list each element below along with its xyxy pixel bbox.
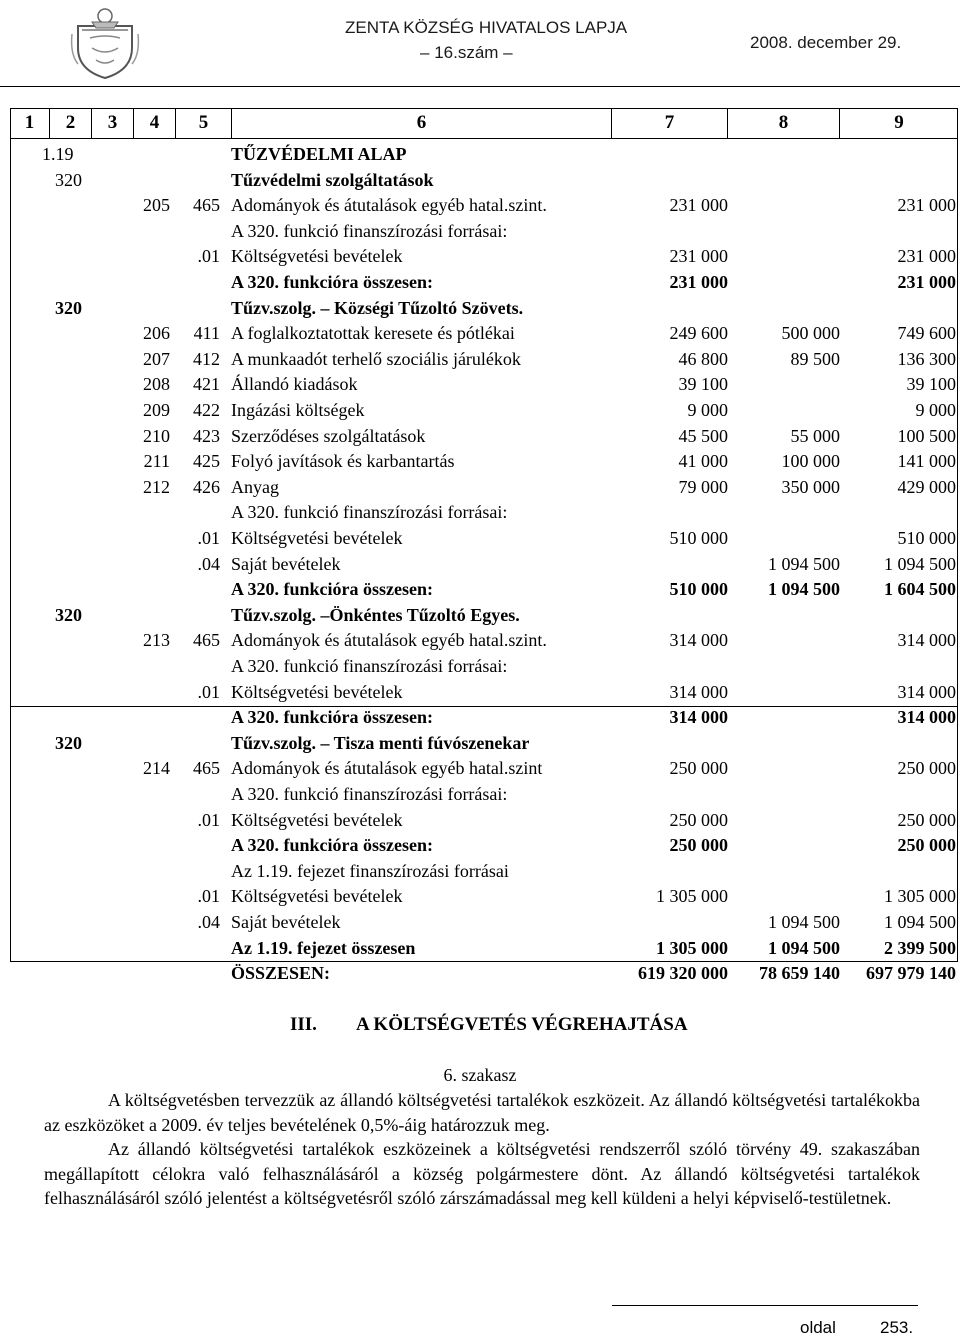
amount-cell: 1 094 500: [768, 937, 840, 958]
column-header: 2: [50, 108, 92, 138]
issue-date: 2008. december 29.: [750, 33, 902, 52]
amount-cell: 9 000: [687, 400, 728, 420]
column-header: 7: [612, 108, 728, 138]
total-cell: 136 300: [897, 348, 956, 369]
issue-label: 16.szám: [434, 43, 499, 62]
column-header: 1: [10, 108, 50, 138]
economic-code-cell: 465: [193, 630, 220, 651]
economic-code-cell: .04: [197, 912, 220, 932]
table-row: [10, 756, 958, 781]
amount-cell: 39 100: [678, 374, 728, 395]
amount-cell: 250 000: [669, 809, 728, 830]
row-number-cell: 207: [143, 348, 170, 369]
page-number: 253.: [880, 1318, 914, 1337]
description-cell: A 320. funkció finanszírozási forrásai:: [231, 656, 508, 676]
description-cell: Tűzv.szolg. – Tisza menti fúvószenekar: [231, 732, 530, 753]
economic-code-cell: 421: [193, 374, 220, 395]
table-row: [10, 270, 958, 295]
row-number-cell: 211: [143, 451, 170, 472]
column-header: 9: [894, 112, 904, 133]
description-cell: Költségvetési bevételek: [231, 809, 403, 830]
table-row: [10, 552, 958, 577]
table-row: [10, 526, 958, 551]
total-cell: 1 604 500: [884, 579, 956, 600]
amount-cell: 78 659 140: [759, 963, 840, 984]
amount-cell: 510 000: [669, 528, 728, 548]
row-code-cell: 1.19: [42, 144, 74, 164]
total-cell: 231 000: [897, 272, 956, 292]
total-cell: 2 399 500: [884, 937, 956, 958]
total-cell: 231 000: [897, 195, 956, 216]
table-row: [10, 168, 958, 193]
description-cell: A munkaadót terhelő szociális járulékok: [231, 348, 521, 369]
table-row: [10, 372, 958, 397]
table-row: [10, 910, 958, 935]
amount-cell: 1 094 500: [768, 579, 840, 600]
amount-cell: 55 000: [790, 425, 840, 446]
amount-cell: 41 000: [678, 451, 728, 472]
amount-cell: 314 000: [669, 707, 728, 728]
row-number-cell: 208: [143, 374, 170, 395]
table-row: [10, 398, 958, 423]
amount-cell: 100 000: [781, 451, 840, 472]
economic-code-cell: .01: [197, 886, 220, 907]
row-number-cell: 212: [143, 476, 170, 497]
amount-cell: 231 000: [669, 246, 728, 267]
column-header: 3: [92, 108, 134, 138]
description-cell: Költségvetési bevételek: [231, 528, 403, 548]
column-header: 4: [134, 108, 176, 138]
row-number-cell: 209: [143, 400, 170, 420]
description-cell: A 320. funkcióra összesen:: [231, 272, 433, 292]
total-cell: 39 100: [906, 374, 956, 395]
amount-cell: 250 000: [669, 835, 728, 856]
header-rule: [0, 86, 960, 87]
total-cell: 749 600: [897, 323, 956, 344]
description-cell: A 320. funkció finanszírozási forrásai:: [231, 784, 508, 804]
amount-cell: 249 600: [669, 323, 728, 344]
table-row: [10, 859, 958, 884]
economic-code-cell: 426: [193, 476, 220, 497]
amount-cell: 500 000: [781, 323, 840, 344]
economic-code-cell: .01: [197, 809, 220, 830]
column-header-row: [10, 108, 958, 139]
row-number-cell: 206: [143, 323, 170, 344]
description-cell: ÖSSZESEN:: [231, 963, 331, 984]
description-cell: A 320. funkcióra összesen:: [231, 579, 433, 600]
table-row: [10, 449, 958, 474]
section-number: III.: [290, 1014, 317, 1035]
row-code-cell: 320: [55, 604, 82, 625]
column-header: 6: [232, 108, 612, 138]
description-cell: A 320. funkció finanszírozási forrásai:: [231, 220, 508, 241]
description-cell: Tűzv.szolg. – Községi Tűzoltó Szövets.: [231, 297, 524, 318]
description-cell: Folyó javítások és karbantartás: [231, 451, 455, 472]
economic-code-cell: 423: [193, 425, 220, 446]
description-cell: Költségvetési bevételek: [231, 246, 403, 267]
table-row: [10, 731, 958, 756]
table-row: [10, 347, 958, 372]
amount-cell: 314 000: [669, 681, 728, 702]
total-cell: 510 000: [897, 528, 956, 548]
description-cell: Költségvetési bevételek: [231, 886, 403, 907]
amount-cell: 510 000: [669, 579, 728, 600]
table-row: [10, 628, 958, 653]
economic-code-cell: .01: [197, 528, 220, 548]
description-cell: A 320. funkcióra összesen:: [231, 835, 433, 856]
table-row: [10, 884, 958, 909]
amount-cell: 231 000: [669, 272, 728, 292]
total-cell: 100 500: [897, 425, 956, 446]
row-number-cell: 213: [143, 630, 170, 651]
table-row: [10, 833, 958, 858]
amount-cell: 89 500: [790, 348, 840, 369]
description-cell: Adományok és átutalások egyéb hatal.szint: [231, 758, 543, 779]
amount-cell: 1 305 000: [656, 886, 728, 907]
table-row: [10, 142, 958, 167]
total-cell: 314 000: [897, 630, 956, 651]
total-cell: 231 000: [897, 246, 956, 267]
description-cell: Az 1.19. fejezet finanszírozási forrásai: [231, 860, 509, 881]
budget-table: [10, 108, 958, 984]
table-row: [10, 475, 958, 500]
total-cell: 9 000: [915, 400, 956, 420]
table-row: [10, 500, 958, 525]
economic-code-cell: 465: [193, 758, 220, 779]
total-cell: 1 094 500: [884, 912, 956, 932]
table-row: [10, 193, 958, 218]
table-row: [10, 782, 958, 807]
description-cell: TŰZVÉDELMI ALAP: [231, 144, 407, 164]
row-code-cell: 320: [55, 732, 82, 753]
column-header: 8: [728, 108, 840, 138]
paragraph: A költségvetésben tervezzük az állandó költségvetési tartalékok eszközeit. Az állandó költségvetési tartalékokba az eszközöket a 2009. év teljes bevételének 0,5%-áig határozzuk meg.: [44, 1090, 920, 1135]
table-row: [10, 654, 958, 679]
total-cell: 697 979 140: [866, 963, 956, 984]
issue-number: – 16.szám –: [420, 43, 513, 62]
economic-code-cell: .04: [197, 553, 220, 574]
row-number-cell: 210: [143, 425, 170, 446]
table-row: [10, 577, 958, 602]
amount-cell: 231 000: [669, 195, 728, 216]
amount-cell: 79 000: [678, 476, 728, 497]
description-cell: Anyag: [231, 476, 279, 497]
description-cell: Saját bevételek: [231, 912, 341, 932]
total-cell: 1 094 500: [884, 553, 956, 574]
coat-of-arms-logo: [70, 4, 140, 80]
section-title: A KÖLTSÉGVETÉS VÉGREHAJTÁSA: [356, 1014, 688, 1035]
economic-code-cell: .01: [197, 246, 220, 267]
economic-code-cell: 425: [193, 451, 220, 472]
total-cell: 314 000: [897, 681, 956, 702]
total-cell: 429 000: [897, 476, 956, 497]
amount-cell: 1 094 500: [768, 912, 840, 932]
economic-code-cell: 411: [193, 323, 220, 344]
column-header: 5: [176, 108, 232, 138]
economic-code-cell: 465: [193, 195, 220, 216]
description-cell: Szerződéses szolgáltatások: [231, 425, 426, 446]
description-cell: Tűzv.szolg. –Önkéntes Tűzoltó Egyes.: [231, 604, 520, 625]
description-cell: A 320. funkció finanszírozási forrásai:: [231, 502, 508, 523]
table-row: [10, 244, 958, 269]
description-cell: A 320. funkcióra összesen:: [231, 707, 433, 728]
footer-rule: [612, 1305, 918, 1306]
description-cell: Állandó kiadások: [231, 374, 358, 395]
description-cell: Saját bevételek: [231, 553, 341, 574]
amount-cell: 314 000: [669, 630, 728, 651]
amount-cell: 350 000: [781, 476, 840, 497]
amount-cell: 46 800: [678, 348, 728, 369]
subsection-title: 6. szakasz: [443, 1065, 517, 1085]
amount-cell: 619 320 000: [638, 963, 728, 984]
amount-cell: 45 500: [678, 425, 728, 446]
amount-cell: 250 000: [669, 758, 728, 779]
journal-title: ZENTA KÖZSÉG HIVATALOS LAPJA: [345, 18, 628, 37]
row-code-cell: 320: [55, 169, 82, 190]
total-cell: 250 000: [897, 835, 956, 856]
row-code-cell: 320: [55, 297, 82, 318]
total-cell: 1 305 000: [884, 886, 956, 907]
table-row: [10, 936, 958, 961]
description-cell: A foglalkoztatottak keresete és pótlékai: [231, 323, 515, 344]
table-row: [10, 603, 958, 628]
table-row: [10, 321, 958, 346]
table-row: [10, 219, 958, 244]
description-cell: Ingázási költségek: [231, 400, 365, 420]
description-cell: Adományok és átutalások egyéb hatal.szint.: [231, 195, 547, 216]
amount-cell: 1 305 000: [656, 937, 728, 958]
row-number-cell: 214: [143, 758, 170, 779]
table-row: [10, 705, 958, 730]
table-row: [10, 808, 958, 833]
total-cell: 250 000: [897, 758, 956, 779]
table-row: [10, 680, 958, 705]
description-cell: Adományok és átutalások egyéb hatal.szint.: [231, 630, 547, 651]
paragraph: Az állandó költségvetési tartalékok eszközeinek a költségvetési rendszerről szóló törvény 49. szakaszában megállapított célokra való felhasználásáról a község polgármestere dönt. Az állandó költségvetési tartalékok felhasználásáról szóló jelentést a költségvetésről szóló zárszámadással meg kell küldeni a helyi képviselő-testületnek.: [44, 1139, 920, 1208]
table-row: [10, 296, 958, 321]
page-label: oldal: [800, 1318, 836, 1337]
economic-code-cell: 422: [193, 400, 220, 420]
total-cell: 141 000: [897, 451, 956, 472]
table-row: [10, 961, 958, 986]
table-row: [10, 424, 958, 449]
economic-code-cell: 412: [193, 348, 220, 369]
description-cell: Tűzvédelmi szolgáltatások: [231, 169, 434, 190]
description-cell: Az 1.19. fejezet összesen: [231, 937, 416, 958]
row-number-cell: 205: [143, 195, 170, 216]
total-cell: 314 000: [897, 707, 956, 728]
amount-cell: 1 094 500: [768, 553, 840, 574]
economic-code-cell: .01: [197, 681, 220, 702]
total-cell: 250 000: [897, 809, 956, 830]
description-cell: Költségvetési bevételek: [231, 681, 403, 702]
